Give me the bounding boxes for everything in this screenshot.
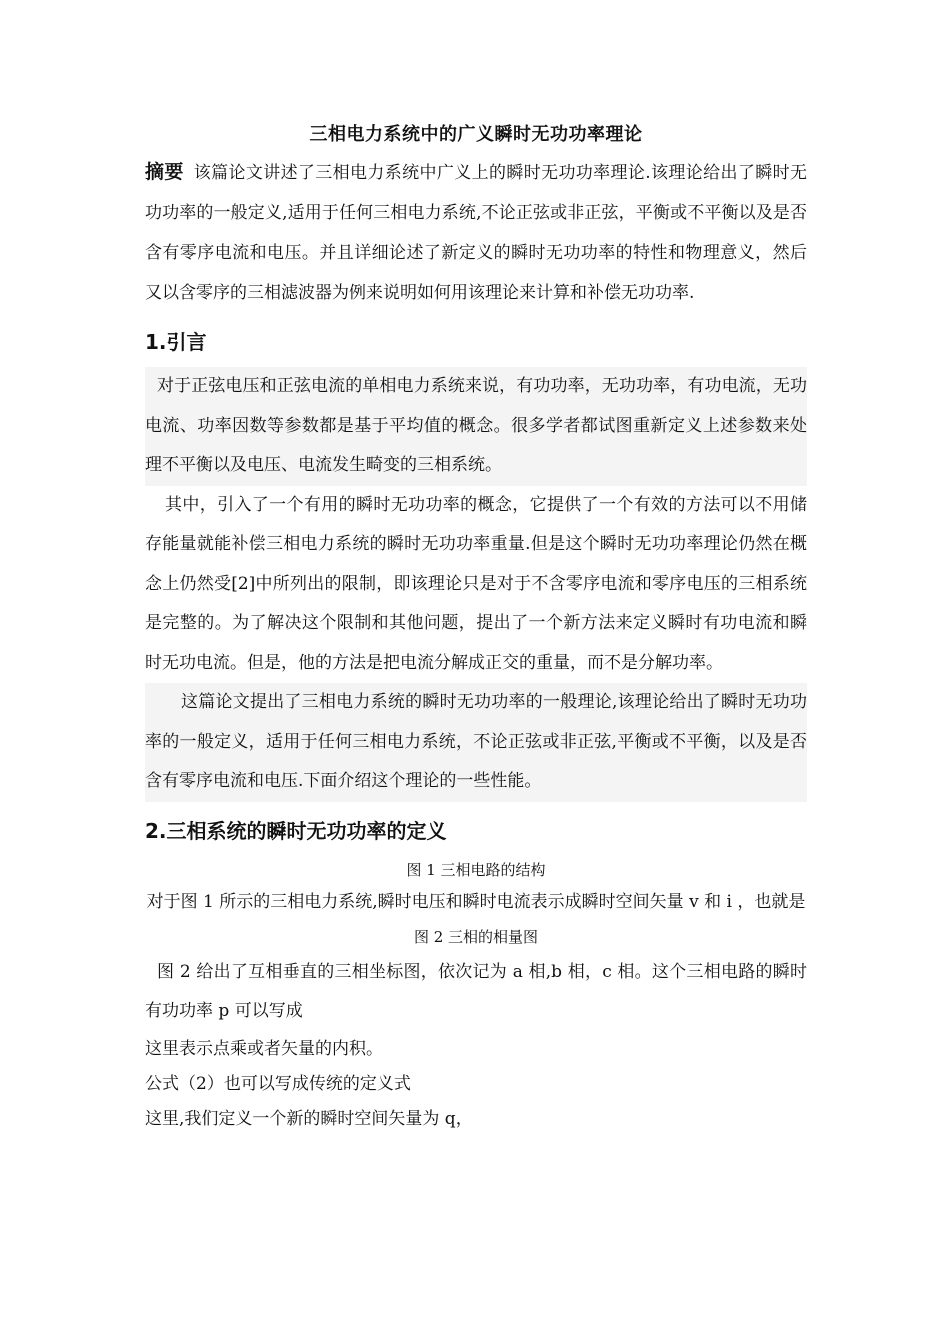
abstract-text: 该篇论文讲述了三相电力系统中广义上的瞬时无功功率理论.该理论给出了瞬时无功功率的一般定义,适用于任何三相电力系统,不论正弦或非正弦，平衡或不平衡以及是否含有零序电流和电压。并且详细论述了新定义的瞬时无功功率的特性和物理意义，然后又以含零序的三相滤波器为例来说明如何用该理论来计算和补偿无功功率. bbox=[145, 163, 807, 303]
section-heading-introduction: 1.引言 bbox=[145, 330, 207, 354]
figure-2-caption: 图 2 三相的相量图 bbox=[413, 927, 539, 946]
intro-paragraph-3: 这篇论文提出了三相电力系统的瞬时无功功率的一般理论,该理论给出了瞬时无功功率的一般定义，适用于任何三相电力系统，不论正弦或非正弦,平衡或不平衡，以及是否含有零序电流和电压.下面介绍这个理论的一些性能。 bbox=[145, 683, 807, 802]
section-heading-definition: 2.三相系统的瞬时无功功率的定义 bbox=[145, 818, 447, 843]
abstract bbox=[145, 152, 807, 313]
figure-1-caption: 图 1 三相电路的结构 bbox=[406, 860, 546, 879]
intro-paragraph-2: 其中，引入了一个有用的瞬时无功功率的概念，它提供了一个有效的方法可以不用储存能量就能补偿三相电力系统的瞬时无功功率重量.但是这个瞬时无功功率理论仍然在概念上仍然受[2]中所列出的限制，即该理论只是对于不含零序电流和零序电压的三相系统是完整的。为了解决这个限制和其他问题，提出了一个新方法来定义瞬时有功电流和瞬时无功电流。但是，他的方法是把电流分解成正交的重量，而不是分解功率。 bbox=[145, 494, 807, 673]
intro-paragraph-1: 对于正弦电压和正弦电流的单相电力系统来说，有功功率，无功功率，有功电流，无功电流、功率因数等参数都是基于平均值的概念。很多学者都试图重新定义上述参数来处理不平衡以及电压、电流发生畸变的三相系统。 bbox=[145, 367, 807, 486]
abstract-label: 摘要 bbox=[145, 161, 184, 183]
definition-paragraph-1: 对于图 1 所示的三相电力系统,瞬时电压和瞬时电流表示成瞬时空间矢量 v 和 i ，也就是 bbox=[146, 891, 806, 912]
definition-line-5: 这里,我们定义一个新的瞬时空间矢量为 q， bbox=[145, 1108, 473, 1129]
definition-line-3: 这里表示点乘或者矢量的内积。 bbox=[145, 1038, 383, 1059]
paper-title: 三相电力系统中的广义瞬时无功功率理论 bbox=[309, 124, 643, 145]
definition-line-4: 公式（2）也可以写成传统的定义式 bbox=[145, 1073, 411, 1094]
definition-paragraph-2: 图 2 给出了互相垂直的三相坐标图，依次记为 a 相,b 相，c 相。这个三相电路的瞬时有功功率 p 可以写成 bbox=[145, 961, 807, 1021]
document-body bbox=[145, 120, 807, 1137]
